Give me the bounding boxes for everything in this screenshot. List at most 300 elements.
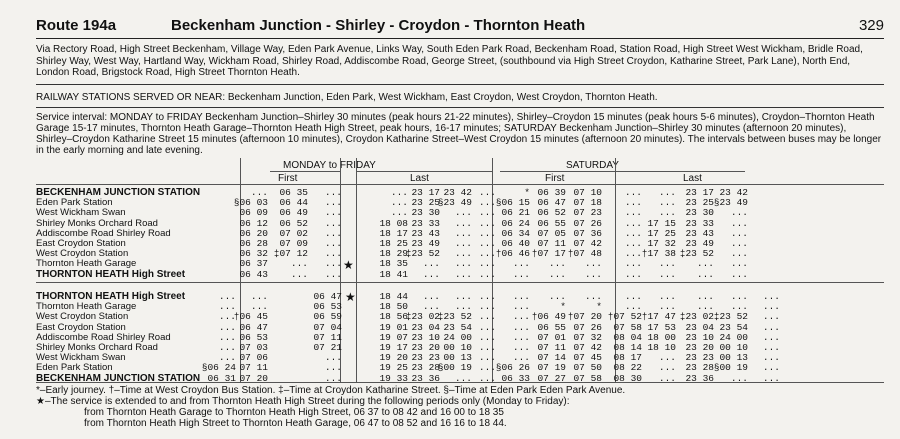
time-cell: ... [730, 238, 748, 249]
time-cell: * [596, 301, 602, 313]
time-cell: 07 06 [239, 352, 268, 364]
time-cell: 23 04 [685, 321, 714, 333]
time-cell: 23 49 [685, 238, 714, 249]
time-cell: §00 19 [713, 362, 748, 374]
time-cell: ... [658, 258, 676, 270]
time-cell: †07 52 [607, 311, 642, 323]
time-cell: 23 25 [685, 197, 714, 209]
time-cell: 18 44 [379, 291, 408, 302]
time-cell: ... [696, 258, 714, 270]
route-via: Via Rectory Road, High Street Beckenham, Village Way, Eden Park Avenue, Links Way, South Eden Park Road, Beckenham Road, Station Road, High Street West Wickham, Bridle Road, Shirley Way, West Way, Hartland Way, Wickham Road, Shirley Road, Addiscombe Road, George Street, (southbound via High Street Croydon, Katharine Street, Park Lane), North End, London Road, Brigstock Road, High Street Thornton Heath. [36, 44, 863, 78]
table-rule [36, 282, 884, 283]
time-cell: 18 41 [379, 268, 408, 280]
time-cell: ... [478, 187, 496, 198]
time-cell: ... [762, 291, 780, 302]
time-cell: 23 33 [685, 217, 714, 229]
time-cell: 00 10 [443, 342, 472, 353]
time-cell: 23 36 [411, 372, 440, 384]
time-cell: 23 20 [685, 342, 714, 353]
stop-name: Addiscombe Road Shirley Road [36, 331, 171, 343]
time-cell: 07 26 [573, 217, 602, 229]
time-cell: ... [218, 352, 236, 364]
time-cell: 08 30 [613, 372, 642, 384]
time-cell: 07 03 [239, 342, 268, 353]
time-cell: †07 17 [531, 248, 566, 260]
time-cell: ... [478, 321, 496, 333]
time-cell: ... [762, 352, 780, 364]
footnote-extension: ★–The service is extended to and from Thornton Heath High Street during the following periods only (Monday to Friday): [36, 396, 570, 407]
time-cell: ... [454, 248, 472, 260]
time-cell: 06 37 [239, 258, 268, 270]
time-cell: ... [658, 187, 676, 198]
time-cell: 07 23 [573, 207, 602, 219]
time-cell: ... [624, 197, 642, 209]
time-cell: 07 26 [573, 321, 602, 333]
time-cell: ... [218, 291, 236, 302]
time-cell: †06 46 [495, 248, 530, 260]
time-cell: ... [730, 372, 748, 384]
stop-name: THORNTON HEATH High Street [36, 268, 186, 280]
time-cell: ‡23 02 [679, 311, 714, 323]
time-cell: 06 33 [501, 372, 530, 384]
time-cell: ... [218, 311, 236, 323]
time-cell: ... [730, 227, 748, 239]
time-cell: ... [290, 268, 308, 280]
time-cell: 19 17 [379, 342, 408, 353]
stop-name: West Wickham Swan [36, 207, 126, 219]
time-cell: 23 43 [411, 227, 440, 239]
time-cell: 23 17 [685, 187, 714, 198]
time-cell: ... [324, 372, 342, 384]
time-cell: 19 33 [379, 372, 408, 384]
time-cell: ... [512, 352, 530, 364]
time-cell: 07 11 [537, 238, 566, 249]
time-cell: †17 47 [641, 311, 676, 323]
time-cell: ... [324, 258, 342, 270]
time-cell: ... [422, 268, 440, 280]
column-rule [270, 171, 340, 172]
time-cell: 07 11 [313, 331, 342, 343]
time-cell: 06 12 [239, 217, 268, 229]
time-cell: 07 42 [573, 238, 602, 249]
time-cell: 06 39 [537, 187, 566, 198]
time-cell: ... [454, 227, 472, 239]
time-cell: ... [624, 291, 642, 302]
time-cell: 07 11 [537, 342, 566, 353]
time-cell: 23 30 [685, 207, 714, 219]
stop-name: Addiscombe Road Shirley Road [36, 227, 171, 239]
time-cell: †07 48 [567, 248, 602, 260]
time-cell: ... [624, 258, 642, 270]
time-cell: ... [324, 187, 342, 198]
time-cell: 19 01 [379, 321, 408, 333]
time-cell: ... [454, 268, 472, 280]
time-cell: 17 32 [647, 238, 676, 249]
time-cell: 07 58 [573, 372, 602, 384]
time-cell: ... [730, 248, 748, 260]
time-cell: 08 22 [613, 362, 642, 374]
time-cell: 06 53 [313, 301, 342, 313]
stop-name: West Croydon Station [36, 311, 129, 323]
time-cell: 07 01 [537, 331, 566, 343]
time-cell: ... [454, 238, 472, 249]
time-cell: 23 28 [411, 362, 440, 374]
time-cell: ... [762, 331, 780, 343]
time-cell: 07 18 [573, 197, 602, 209]
time-cell: ... [478, 217, 496, 229]
time-cell: 23 20 [411, 342, 440, 353]
time-cell: ... [324, 238, 342, 249]
time-cell: 07 09 [279, 238, 308, 249]
time-cell: 17 15 [647, 217, 676, 229]
time-cell: ... [478, 311, 496, 323]
time-cell: 07 45 [573, 352, 602, 364]
time-cell: ‡23 52 [713, 311, 748, 323]
time-cell: ... [250, 301, 268, 313]
time-cell: ... [324, 217, 342, 229]
time-cell: 18 29 [379, 248, 408, 260]
time-cell: 06 59 [313, 311, 342, 323]
extension-star-south: ★ [345, 290, 356, 304]
time-cell: ... [478, 227, 496, 239]
time-cell: 23 33 [411, 217, 440, 229]
time-cell: ... [730, 291, 748, 302]
time-cell: ... [696, 291, 714, 302]
time-cell: ... [478, 342, 496, 353]
time-cell: ... [730, 207, 748, 219]
time-cell: ... [512, 301, 530, 313]
time-cell: 23 30 [411, 207, 440, 219]
time-cell: ... [696, 301, 714, 313]
time-cell: 06 55 [537, 217, 566, 229]
column-rule [615, 171, 745, 172]
time-cell: 23 54 [719, 321, 748, 333]
route-title: Beckenham Junction - Shirley - Croydon - Thornton Heath [171, 17, 586, 34]
time-cell: ... [624, 301, 642, 313]
footnote-symbols: *–Early journey. †–Time at West Croydon Bus Station. ‡–Time at Croydon Katharine Street. §–Time at Eden Park Eden Park Avenue. [36, 385, 626, 396]
time-cell: †17 38 [641, 248, 676, 260]
time-cell: ... [624, 187, 642, 198]
time-cell: 17 53 [647, 321, 676, 333]
time-cell: ... [390, 207, 408, 219]
time-cell: ‡23 02 [405, 311, 440, 323]
time-cell: ... [324, 268, 342, 280]
time-cell: 23 28 [685, 362, 714, 374]
time-cell: 19 25 [379, 362, 408, 374]
time-cell: 06 21 [501, 207, 530, 219]
time-cell: §06 15 [495, 197, 530, 209]
time-cell: ... [512, 331, 530, 343]
time-cell: †07 20 [567, 311, 602, 323]
sat-first-heading: First [545, 173, 565, 184]
time-cell: 07 04 [313, 321, 342, 333]
time-cell: 24 00 [719, 331, 748, 343]
time-cell: ... [762, 342, 780, 353]
time-cell: 06 40 [501, 238, 530, 249]
time-cell: ... [730, 268, 748, 280]
stop-name: East Croydon Station [36, 238, 126, 249]
time-cell: 06 32 [239, 248, 268, 260]
stop-name: Shirley Monks Orchard Road [36, 217, 158, 229]
time-cell: 23 17 [411, 187, 440, 198]
time-cell: ... [548, 268, 566, 280]
time-cell: 07 27 [537, 372, 566, 384]
time-cell: ... [658, 291, 676, 302]
time-cell: ... [512, 268, 530, 280]
time-cell: ... [390, 197, 408, 209]
time-cell: 07 20 [239, 372, 268, 384]
time-cell: * [560, 301, 566, 313]
time-cell: 18 50 [379, 301, 408, 313]
monfri-last-heading: Last [410, 173, 429, 184]
time-cell: 23 25 [411, 197, 440, 209]
time-cell: ... [512, 311, 530, 323]
sat-last-heading: Last [683, 173, 702, 184]
time-cell: ... [454, 217, 472, 229]
time-cell: ... [762, 321, 780, 333]
time-cell: 07 02 [279, 227, 308, 239]
time-cell: 23 54 [443, 321, 472, 333]
time-cell: ... [454, 291, 472, 302]
saturday-heading: SATURDAY [566, 160, 619, 171]
time-cell: 06 20 [239, 227, 268, 239]
time-cell: 23 23 [411, 352, 440, 364]
time-cell: 07 32 [573, 331, 602, 343]
time-cell: ... [624, 227, 642, 239]
time-cell: ... [250, 291, 268, 302]
time-cell: 08 04 [613, 331, 642, 343]
time-cell: ... [478, 197, 496, 209]
column-rule [500, 171, 615, 172]
time-cell: ... [624, 238, 642, 249]
time-cell: ... [454, 207, 472, 219]
time-cell: 18 08 [379, 217, 408, 229]
time-cell: 23 42 [443, 187, 472, 198]
time-cell: ... [324, 248, 342, 260]
time-cell: ... [422, 301, 440, 313]
time-cell: 06 24 [501, 217, 530, 229]
stop-name: Eden Park Station [36, 362, 113, 374]
time-cell: †06 49 [531, 311, 566, 323]
time-cell: 19 07 [379, 331, 408, 343]
time-cell: ... [478, 248, 496, 260]
time-cell: 06 47 [313, 291, 342, 302]
time-cell: 06 09 [239, 207, 268, 219]
time-cell: 23 10 [685, 331, 714, 343]
time-cell: ... [478, 258, 496, 270]
column-rule [356, 158, 357, 382]
time-cell: ... [324, 227, 342, 239]
time-cell: ... [250, 187, 268, 198]
stop-name: BECKENHAM JUNCTION STATION [36, 372, 201, 384]
time-cell: 07 19 [537, 362, 566, 374]
time-cell: †06 45 [233, 311, 268, 323]
time-cell: ... [422, 258, 440, 270]
time-cell: 23 43 [685, 227, 714, 239]
service-interval: Service interval: MONDAY to FRIDAY Beckenham Junction–Shirley 30 minutes (peak hours 21-22 minutes), Shirley–Croydon 15 minutes (peak hours 5-6 minutes), Croydon–Thornton Heath Garage 15-17 minutes, Thornton Heath Garage–Thornton Heath High Street, peak hours, 16-17 minutes; SATURDAY Beckenham Junction–Shirley 30 minutes (afternoon 20 minutes), Shirley–Croydon Katharine Street 15 minutes (afternoon 10 minutes), Croydon Katharine Street–West Croydon 15 minutes (afternoon 20 minutes). The intervals between buses may be longer in the early morning and late evening. [36, 112, 882, 156]
time-cell: 00 10 [719, 342, 748, 353]
time-cell: 18 25 [379, 238, 408, 249]
time-cell: 23 10 [411, 331, 440, 343]
monfri-first-heading: First [278, 173, 298, 184]
time-cell: 06 31 [207, 372, 236, 384]
time-cell: ... [624, 268, 642, 280]
stop-name: Thornton Heath Garage [36, 301, 137, 313]
time-cell: ... [512, 342, 530, 353]
time-cell: 00 13 [443, 352, 472, 364]
time-cell: 23 04 [411, 321, 440, 333]
footnote-extension-north: from Thornton Heath Garage to Thornton Heath High Street, 06 37 to 08 42 and 16 00 to 18 35 [84, 407, 504, 418]
time-cell: ... [324, 207, 342, 219]
time-cell: ... [584, 258, 602, 270]
stop-name: BECKENHAM JUNCTION STATION [36, 187, 201, 198]
time-cell: 18 35 [379, 258, 408, 270]
time-cell: ... [478, 331, 496, 343]
time-cell: ... [454, 372, 472, 384]
time-cell: ... [454, 258, 472, 270]
time-cell: 06 47 [537, 197, 566, 209]
time-cell: ... [218, 342, 236, 353]
page-header [36, 8, 884, 39]
time-cell: 18 10 [647, 342, 676, 353]
time-cell: ‡23 52 [437, 311, 472, 323]
time-cell: §06 26 [495, 362, 530, 374]
time-cell: §00 19 [437, 362, 472, 374]
time-cell: ... [658, 207, 676, 219]
route-number: Route 194a [36, 17, 117, 34]
time-cell: ... [624, 207, 642, 219]
divider [36, 107, 884, 108]
time-cell: * [524, 187, 530, 198]
time-cell: 06 43 [239, 268, 268, 280]
time-cell: 19 20 [379, 352, 408, 364]
time-cell: ... [624, 248, 642, 260]
time-cell: ... [478, 238, 496, 249]
time-cell: 06 47 [239, 321, 268, 333]
time-cell: 07 58 [613, 321, 642, 333]
time-cell: 07 14 [537, 352, 566, 364]
time-cell: 06 52 [537, 207, 566, 219]
time-cell: ... [658, 352, 676, 364]
time-cell: 18 17 [379, 227, 408, 239]
time-cell: ... [478, 268, 496, 280]
time-cell: ... [658, 362, 676, 374]
time-cell: ... [218, 321, 236, 333]
time-cell: ... [658, 197, 676, 209]
time-cell: ... [218, 301, 236, 313]
stop-name: Shirley Monks Orchard Road [36, 342, 158, 353]
divider [36, 84, 884, 85]
time-cell: ... [696, 268, 714, 280]
page-number: 329 [858, 17, 884, 34]
time-cell: ... [730, 301, 748, 313]
time-cell: ‡23 52 [405, 248, 440, 260]
time-cell: ... [290, 258, 308, 270]
time-cell: ... [478, 372, 496, 384]
time-cell: ... [512, 291, 530, 302]
stop-name: Eden Park Station [36, 197, 113, 209]
time-cell: ... [324, 352, 342, 364]
time-cell: §23 49 [713, 197, 748, 209]
time-cell: 18 00 [647, 331, 676, 343]
stop-name: THORNTON HEATH High Street [36, 291, 186, 302]
time-cell: §06 24 [201, 362, 236, 374]
time-cell: 06 53 [239, 331, 268, 343]
stop-name: East Croydon Station [36, 321, 126, 333]
time-cell: ... [478, 301, 496, 313]
time-cell: ... [730, 217, 748, 229]
time-cell: ... [324, 197, 342, 209]
time-cell: ... [422, 291, 440, 302]
time-cell: ... [658, 268, 676, 280]
time-cell: ... [548, 258, 566, 270]
stop-name: West Wickham Swan [36, 352, 126, 364]
time-cell: 07 50 [573, 362, 602, 374]
time-cell: §23 49 [437, 197, 472, 209]
time-cell: ... [512, 321, 530, 333]
time-cell: ... [548, 291, 566, 302]
time-cell: 17 25 [647, 227, 676, 239]
time-cell: 06 35 [279, 187, 308, 198]
time-cell: ... [762, 311, 780, 323]
time-cell: ... [478, 207, 496, 219]
time-cell: 07 36 [573, 227, 602, 239]
time-cell: ... [454, 301, 472, 313]
stop-name: West Croydon Station [36, 248, 129, 260]
time-cell: 24 00 [443, 331, 472, 343]
time-cell: ... [324, 362, 342, 374]
time-cell: ... [512, 258, 530, 270]
time-cell: 06 44 [279, 197, 308, 209]
time-cell: ‡07 12 [273, 248, 308, 260]
time-cell: ... [624, 217, 642, 229]
time-cell: ... [584, 291, 602, 302]
railway-stations: RAILWAY STATIONS SERVED OR NEAR: Beckenham Junction, Eden Park, West Wickham, East Croydon, West Croydon, Thornton Heath. [36, 92, 658, 103]
table-rule [36, 184, 884, 185]
time-cell: ... [730, 258, 748, 270]
time-cell: ... [478, 362, 496, 374]
time-cell: 06 28 [239, 238, 268, 249]
time-cell: 07 42 [573, 342, 602, 353]
time-cell: 23 36 [685, 372, 714, 384]
extension-star-north: ★ [343, 258, 354, 272]
time-cell: 07 11 [239, 362, 268, 374]
time-cell: ‡23 52 [679, 248, 714, 260]
time-cell: 07 05 [537, 227, 566, 239]
time-cell: 07 10 [573, 187, 602, 198]
time-cell: 23 23 [685, 352, 714, 364]
time-cell: 00 13 [719, 352, 748, 364]
time-cell: 08 17 [613, 352, 642, 364]
time-cell: ... [478, 291, 496, 302]
time-cell: 06 55 [537, 321, 566, 333]
time-cell: ... [658, 372, 676, 384]
time-cell: ... [762, 301, 780, 313]
stop-name: Thornton Heath Garage [36, 258, 137, 270]
time-cell: ... [658, 301, 676, 313]
time-cell: §06 03 [233, 197, 268, 209]
time-cell: 23 42 [719, 187, 748, 198]
time-cell: 08 14 [613, 342, 642, 353]
time-cell: ... [762, 362, 780, 374]
time-cell: 06 52 [279, 217, 308, 229]
column-rule [356, 171, 492, 172]
footnote-extension-south: from Thornton Heath High Street to Thornton Heath Garage, 06 47 to 08 52 and 16 16 to 18 44. [84, 418, 507, 429]
time-cell: 06 34 [501, 227, 530, 239]
time-cell: ... [762, 372, 780, 384]
time-cell: ... [218, 331, 236, 343]
time-cell: ... [584, 268, 602, 280]
